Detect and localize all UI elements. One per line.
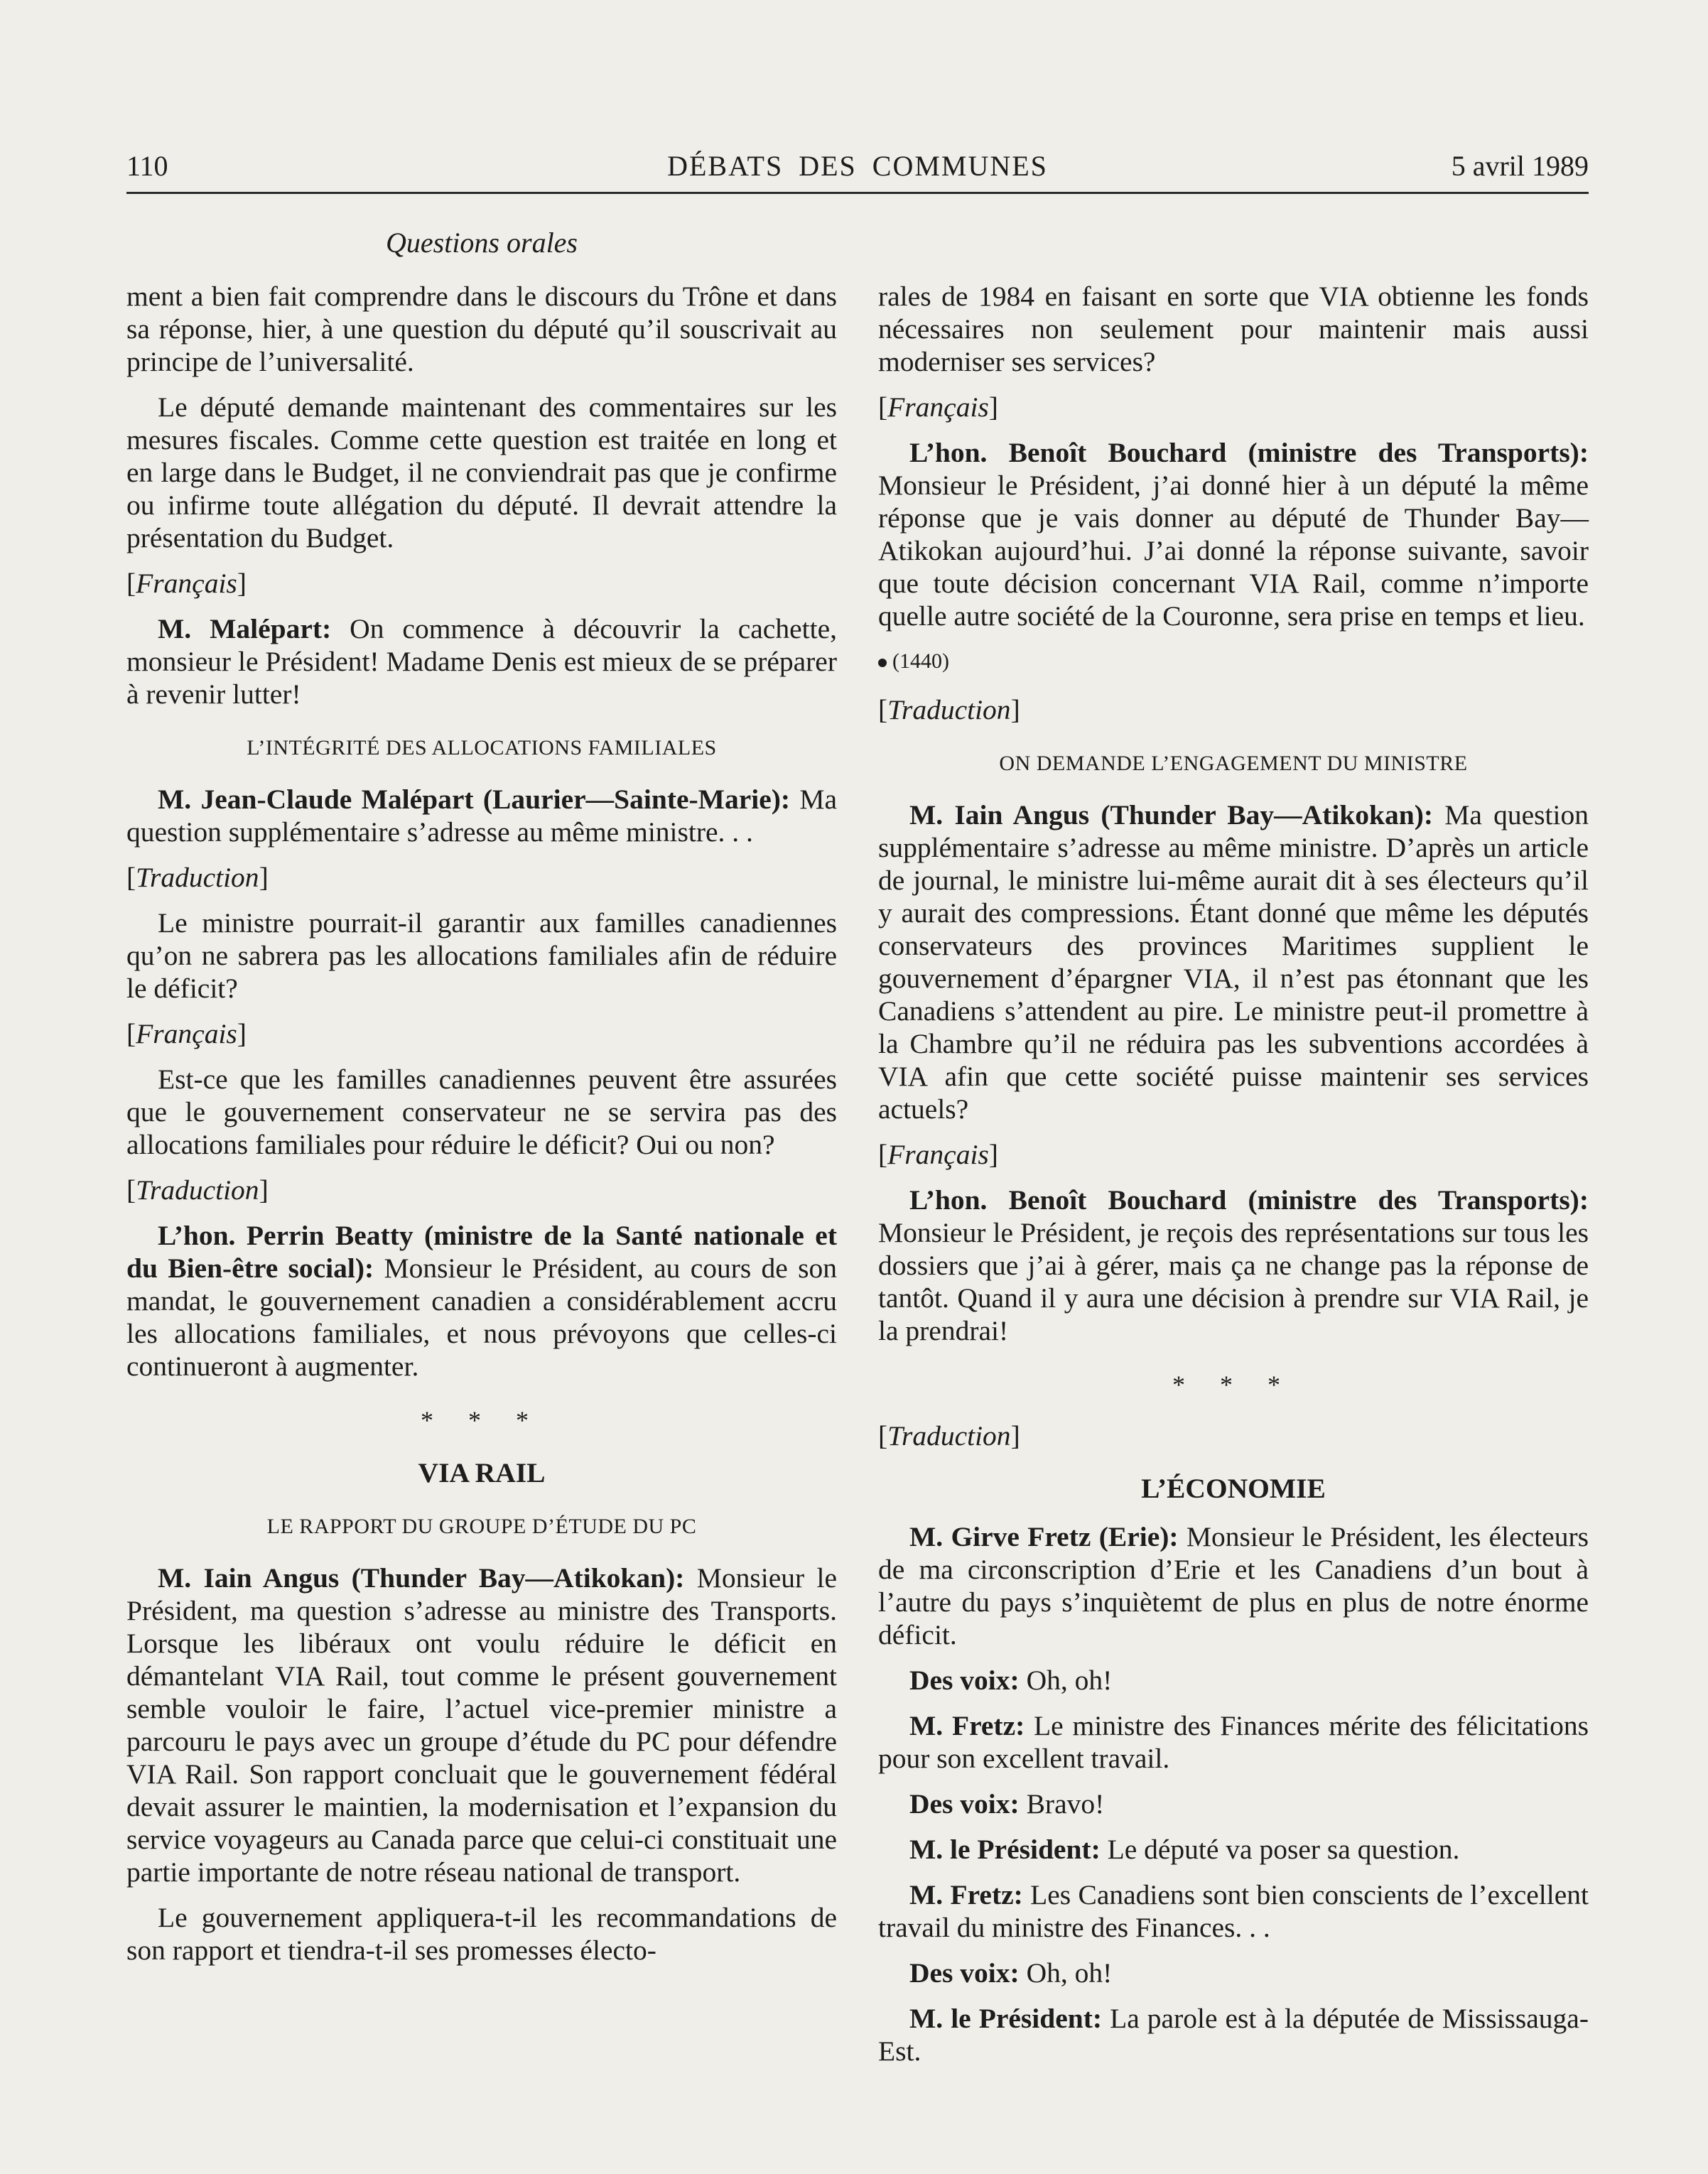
speech-paragraph [878,799,1589,1125]
speech-paragraph [878,1664,1589,1697]
speech-paragraph [878,1833,1589,1866]
page-header [126,148,1589,194]
paragraph: Le député demande maintenant des commentaires sur les mesures fiscales. Comme cette question est traitée en long et en large dans le Budget, il ne conviendrait pas que je confirme ou infirme toute allégation du député. Il devrait attendre la présentation du Budget. [126,391,837,553]
language-marker: [Français] [878,1139,998,1170]
section-separator: * * * [1172,1370,1294,1399]
speech-text: Ma question supplémentaire s’adresse au même ministre. D’après un article de journal, le ministre lui-même aurait dit à ses électeurs qu’il y aurait des compressions. Étant donné que même les députés conservateurs des provinces Maritimes supplient le gouvernement d’épargner VIA, il n’est pas étonnant que les Canadiens s’attendent au pire. Le ministre peut-il promettre à la Chambre qu’il ne réduira pas les subventions accordées à VIA afin que cette société puisse maintenir ses services actuels? [878,799,1589,1125]
speaker-name: L’hon. Benoît Bouchard (ministre des Transports): [909,437,1589,468]
speaker-name: M. Malépart: [158,613,332,644]
left-column [126,280,837,1979]
bullet-icon [878,659,887,667]
timestamp: (1440) [878,645,1589,678]
speaker-name: M. Iain Angus (Thunder Bay—Atikokan): [909,799,1434,831]
language-marker: [Traduction] [126,1174,269,1206]
language-marker: [Français] [126,1018,247,1049]
speech-text: Monsieur le Président, j’ai donné hier à un député la même réponse que je vais donner au député de Thunder Bay—Atikokan aujourd’hui. J’ai donné la réponse suivante, savoir que toute décision concernant VIA Rail, comme n’importe quelle autre société de la Couronne, sera prise en temps et lieu. [878,470,1589,632]
speech-text: Monsieur le Président, je reçois des représentations sur tous les dossiers que j’ai à gérer, mais ça ne change pas la réponse de tantôt. Quand il y aura une décision à prendre sur VIA Rail, je la prendrai! [878,1217,1589,1346]
language-marker: [Traduction] [126,862,269,893]
language-marker: [Français] [126,568,247,599]
section-separator: * * * [421,1406,543,1434]
speech-paragraph [878,1520,1589,1651]
speech-paragraph [878,1878,1589,1944]
speaker-name: M. Fretz: [909,1879,1023,1910]
speech-text: On commence à découvrir la cachette, monsieur le Président! Madame Denis est mieux de se préparer à revenir lutter! [126,613,837,710]
paragraph: Est-ce que les familles canadiennes peuvent être assurées que le gouvernement conservateur ne se servira pas des allocations familiales pour réduire le déficit? Oui ou non? [126,1064,837,1160]
speech-text: Le député va poser sa question. [1100,1834,1460,1865]
section-header: Questions orales [386,227,578,259]
speech-text: Oh, oh! [1019,1665,1113,1696]
subheading: ON DEMANDE L’ENGAGEMENT DU MINISTRE [999,752,1468,775]
speech-paragraph [878,1184,1589,1347]
speech-paragraph [878,1957,1589,1989]
speaker-name: M. Jean-Claude Malépart (Laurier—Sainte-Marie): [158,784,791,815]
speaker-name: Des voix: [909,1957,1020,1989]
page-number: 110 [126,150,168,182]
paragraph: ment a bien fait comprendre dans le discours du Trône et dans sa réponse, hier, à une question du député qu’il souscrivait au principe de l’universalité. [126,281,837,377]
speaker-name: M. Girve Fretz (Erie): [909,1521,1179,1552]
publication-title: DÉBATS DES COMMUNES [667,150,1048,182]
speaker-name: M. Iain Angus (Thunder Bay—Atikokan): [158,1562,685,1594]
speech-text: Le ministre des Finances mérite des félicitations pour son excellent travail. [878,1710,1589,1774]
speech-text: Oh, oh! [1019,1957,1113,1989]
subheading: LE RAPPORT DU GROUPE D’ÉTUDE DU PC [266,1515,697,1538]
speech-text: Monsieur le Président, au cours de son mandat, le gouvernement canadien a considérablement accru les allocations familiales, et nous prévoyons que celles-ci continueront à augmenter. [126,1253,837,1382]
speech-paragraph [126,612,837,710]
speaker-name: Des voix: [909,1665,1020,1696]
language-marker: [Traduction] [878,1420,1020,1451]
speech-text: Monsieur le Président, les électeurs de ma circonscription d’Erie et les Canadiens d’un bout à l’autre du pays s’inquiètemt de plus en plus de notre énorme déficit. [878,1521,1589,1650]
topic-heading: L’ÉCONOMIE [1141,1473,1326,1504]
paragraph: Le gouvernement appliquera-t-il les recommandations de son rapport et tiendra-t-il ses promesses électo- [126,1902,837,1966]
speech-text: Bravo! [1019,1788,1105,1819]
speaker-name: M. le Président: [909,1834,1101,1865]
speaker-name: M. Fretz: [909,1710,1025,1741]
page-date: 5 avril 1989 [1451,150,1589,182]
speech-paragraph [878,1709,1589,1775]
language-marker: [Traduction] [878,694,1020,725]
speaker-name: M. le Président: [909,2003,1103,2034]
speech-paragraph [126,783,837,848]
paragraph: rales de 1984 en faisant en sorte que VIA obtienne les fonds nécessaires non seulement pour maintenir mais aussi moderniser ses services? [878,281,1589,377]
subheading: L’INTÉGRITÉ DES ALLOCATIONS FAMILIALES [247,736,717,759]
speech-text: La parole est à la députée de Mississauga-Est. [878,2003,1589,2067]
speech-text: Monsieur le Président, ma question s’adresse au ministre des Transports. Lorsque les libéraux ont voulu réduire le déficit en démantelant VIA Rail, tout comme le présent gouvernement semble vouloir le faire, l’actuel vice-premier ministre a parcouru le pays avec un groupe d’étude du PC pour défendre VIA Rail. Son rapport concluait que le gouvernement fédéral devait assurer le maintien, la modernisation et l’expansion du service voyageurs au Canada parce que celui-ci constituait une partie importante de notre réseau national de transport. [126,1562,837,1888]
speaker-name: L’hon. Perrin Beatty (ministre de la Santé nationale et du Bien-être social): [126,1220,837,1284]
right-column [878,280,1589,2080]
speech-text: Ma question supplémentaire s’adresse au même ministre. . . [126,784,838,848]
topic-heading: VIA RAIL [418,1457,546,1488]
speech-paragraph [878,2002,1589,2067]
paragraph: Le ministre pourrait-il garantir aux familles canadiennes qu’on ne sabrera pas les allocations familiales afin de réduire le déficit? [126,907,837,1004]
speech-text: Les Canadiens sont bien conscients de l’excellent travail du ministre des Finances. . . [878,1879,1589,1943]
speech-paragraph [126,1219,837,1383]
speaker-name: Des voix: [909,1788,1020,1819]
speech-paragraph [878,436,1589,632]
speech-paragraph [878,1788,1589,1820]
speaker-name: L’hon. Benoît Bouchard (ministre des Transports): [909,1184,1589,1216]
language-marker: [Français] [878,391,998,423]
speech-paragraph [126,1562,837,1888]
